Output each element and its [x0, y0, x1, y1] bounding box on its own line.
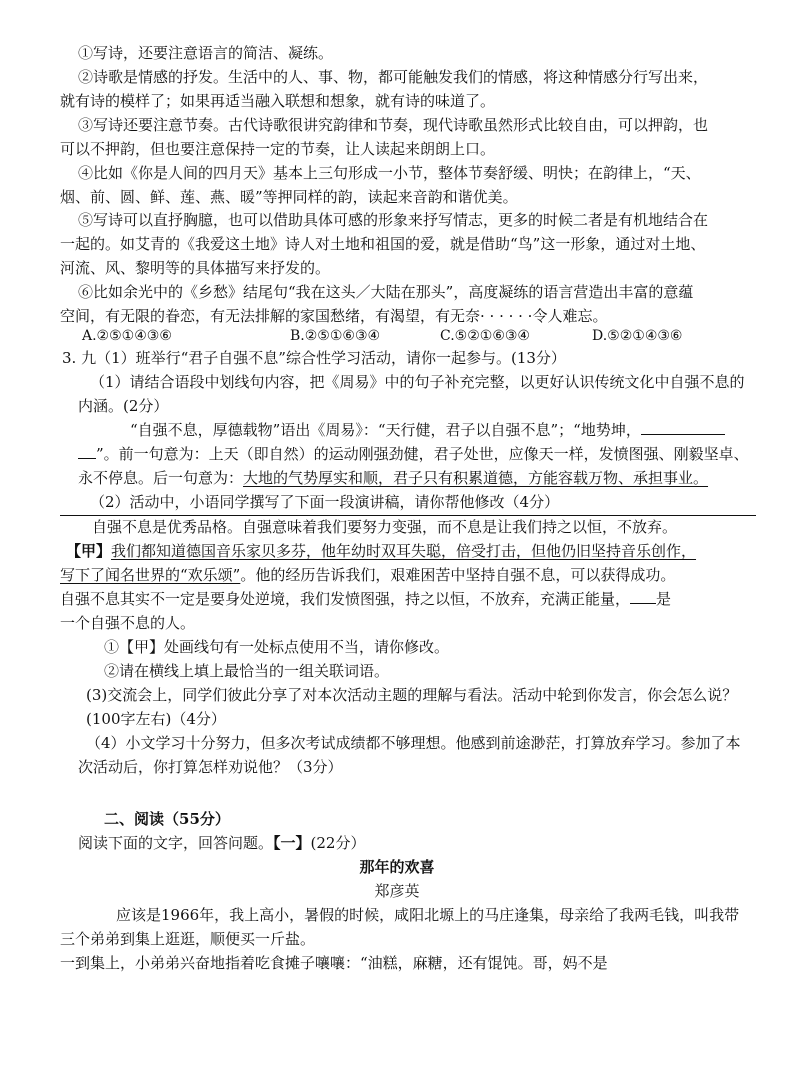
q3-quote-text-c: 永不停息。后一句意为： — [78, 469, 244, 487]
speech-text-4b: 是 — [656, 590, 672, 608]
speech-line-4 — [60, 588, 671, 610]
q2-sentence-2b: 就有诗的模样了；如果再适当融入联想和想象，就有诗的味道了。 — [60, 92, 496, 110]
reading-intro-mark: 【一】 — [273, 834, 311, 852]
q2-sentence-5b: 一起的。如艾青的《我爱这土地》诗人对土地和祖国的爱，就是借助“鸟”这一形象，通过对土地、 — [60, 235, 706, 253]
q2-sentence-2a: ②诗歌是情感的抒发。生活中的人、事、物，都可能触发我们的情感，将这种情感分行写出来， — [78, 68, 709, 86]
reading-intro-score: (22分） — [310, 834, 366, 852]
q3-task-2: ②请在横线上填上最恰当的一组关联词语。 — [104, 662, 390, 680]
reading-intro — [78, 832, 365, 854]
q2-sentence-6a: ⑥比如余光中的《乡愁》结尾句“我在这头／大陆在那头”，高度凝练的语言营造出丰富的意蕴 — [78, 283, 694, 301]
reading-intro-text: 阅读下面的文字，回答问题。 — [78, 834, 274, 852]
q2-option-d[interactable]: D.⑤②①④③⑥ — [592, 328, 683, 344]
answer-blank-1[interactable] — [641, 419, 725, 435]
speech-line-5: 一个自强不息的人。 — [60, 614, 196, 632]
section-2-heading: 二、阅读（55分） — [104, 810, 230, 828]
article-title: 那年的欢喜 — [359, 858, 435, 876]
q3-quote-line2 — [78, 443, 749, 465]
article-author: 郑彦英 — [374, 882, 420, 900]
speech-text-4a: 自强不息其实不一定是要身处逆境，我们发愤图强，持之以恒，不放弃，充满正能量， — [60, 590, 631, 608]
q3-part1-line1: （1）请结合语段中划线句内容，把《周易》中的句子补充完整，以更好认识传统文化中自强不息的 — [90, 373, 745, 391]
q2-sentence-5a: ⑤写诗可以直抒胸臆，也可以借助具体可感的形象来抒写情志，更多的时候二者是有机地结合在 — [78, 211, 709, 229]
q3-part4-line1: （4）小文学习十分努力，但多次考试成绩都不够理想。他感到前途渺茫，打算放弃学习。参加了本 — [86, 734, 741, 752]
q2-option-a[interactable]: A.②⑤①④③⑥ — [82, 328, 172, 344]
speech-line-3 — [60, 564, 675, 586]
q2-sentence-1: ①写诗，还要注意语言的简洁、凝练。 — [78, 44, 334, 62]
q2-option-c[interactable]: C.⑤②①⑥③④ — [440, 328, 530, 344]
q3-underlined-sentence: 大地的气势厚实和顺，君子只有积累道德，方能容载万物、承担事业。 — [243, 469, 709, 487]
answer-blank-1-cont[interactable] — [78, 443, 96, 459]
q3-heading: 3. 九（1）班举行“君子自强不息”综合性学习活动，请你一起参与。(13分） — [62, 349, 566, 367]
q3-part3-line1: (3)交流会上，同学们彼此分享了对本次活动主题的理解与看法。活动中轮到你发言，你会怎么说？ — [86, 686, 738, 704]
speech-underlined-3: 写下了闻名世界的“欢乐颂” — [60, 566, 241, 584]
q3-part1-line2: 内涵。(2分） — [78, 397, 169, 415]
q2-option-b[interactable]: B.②⑤①⑥③④ — [290, 328, 381, 344]
q2-sentence-6b: 空间，有无限的眷恋，有无法排解的家国愁绪，有渴望，有无奈· · · · · ·令人难忘。 — [60, 307, 608, 325]
q2-sentence-3b: 可以不押韵，但也要注意保持一定的节奏，让人读起来朗朗上口。 — [60, 140, 496, 158]
q3-part3-line2: (100字左右)（4分） — [86, 710, 226, 728]
q3-quote-line1 — [130, 419, 725, 441]
mark-jia: 【甲】 — [66, 542, 112, 560]
answer-blank-2[interactable] — [630, 588, 656, 604]
speech-text-3: 。他的经历告诉我们，艰难困苦中坚持自强不息，可以获得成功。 — [240, 566, 676, 584]
article-para2-line1: 一到集上，小弟弟兴奋地指着吃食摊子嚷嚷：“油糕，麻糖，还有馄饨。哥，妈不是 — [60, 954, 608, 972]
q3-quote-line3 — [78, 467, 708, 489]
q3-part4-line2: 次活动后，你打算怎样劝说他？（3分） — [78, 758, 343, 776]
q2-sentence-3a: ③写诗还要注意节奏。古代诗歌很讲究韵律和节奏，现代诗歌虽然形式比较自由，可以押韵，也 — [78, 116, 709, 134]
q3-quote-text-a: “自强不息，厚德载物”语出《周易》：“天行健，君子以自强不息”；“地势坤， — [130, 421, 641, 439]
speech-underlined-2: 我们都知道德国音乐家贝多芬，他年幼时双耳失聪，倍受打击，但他仍旧坚持音乐创作， — [111, 542, 697, 560]
q2-sentence-5c: 河流、风、黎明等的具体描写来抒发的。 — [60, 259, 331, 277]
article-para1-line1: 应该是1966年，我上高小，暑假的时候，咸阳北塬上的马庄逢集，母亲给了我两毛钱，叫我带 — [116, 906, 740, 924]
speech-line-2 — [66, 540, 696, 562]
q2-sentence-4a: ④比如《你是人间的四月天》基本上三句形成一小节，整体节奏舒缓、明快；在韵律上，“天、 — [78, 164, 701, 182]
q2-sentence-4b: 烟、前、圆、鲜、莲、燕、暖”等押同样的韵，读起来音韵和谐优美。 — [60, 188, 518, 206]
q3-quote-text-b: ”。前一句意为：上天（即自然）的运动刚强劲健，君子处世，应像天一样，发愤图强、刚毅坚卓、 — [96, 445, 749, 463]
article-para1-line2: 三个弟弟到集上逛逛，顺便买一斤盐。 — [60, 930, 316, 948]
speech-line-1: 自强不息是优秀品格。自强意味着我们要努力变强，而不息是让我们持之以恒，不放弃。 — [92, 518, 678, 536]
q3-task-1: ①【甲】处画线句有一处标点使用不当，请你修改。 — [104, 638, 450, 656]
q3-part2-heading: （2）活动中，小语同学撰写了下面一段演讲稿，请你帮他修改（4分） — [90, 493, 560, 511]
